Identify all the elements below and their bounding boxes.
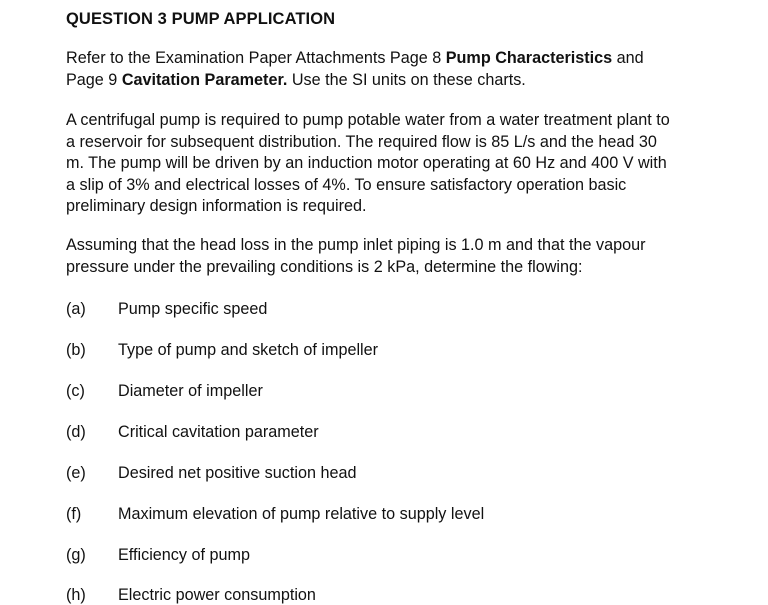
item-label: (b) bbox=[66, 341, 86, 359]
item-label: (c) bbox=[66, 382, 85, 400]
intro-line-2 bbox=[66, 70, 746, 92]
description-line: A centrifugal pump is required to pump potable water from a water treatment plant to bbox=[66, 111, 670, 129]
item-text: Critical cavitation parameter bbox=[118, 423, 319, 441]
intro-text: Page 9 bbox=[66, 70, 122, 89]
item-text: Type of pump and sketch of impeller bbox=[118, 341, 379, 359]
description-paragraph bbox=[66, 110, 746, 218]
assumption-paragraph bbox=[66, 235, 746, 278]
intro-text: Use the SI units on these charts. bbox=[287, 70, 526, 89]
item-label: (g) bbox=[66, 546, 86, 564]
item-label: (f) bbox=[66, 505, 82, 523]
description-line: m. The pump will be driven by an induction motor operating at 60 Hz and 400 V with bbox=[66, 154, 667, 172]
item-text: Electric power consumption bbox=[118, 586, 316, 604]
description-line: a reservoir for subsequent distribution. The required flow is 85 L/s and the head 30 bbox=[66, 132, 657, 151]
item-label: (d) bbox=[66, 423, 86, 441]
pump-characteristics-ref: Pump Characteristics bbox=[445, 49, 613, 67]
cavitation-parameter-ref: Cavitation Parameter. bbox=[121, 70, 288, 89]
assumption-line: pressure under the prevailing conditions is 2 kPa, determine the flowing: bbox=[66, 257, 583, 276]
item-label: (a) bbox=[66, 300, 86, 318]
item-text: Maximum elevation of pump relative to supply level bbox=[118, 505, 485, 523]
description-line: preliminary design information is required. bbox=[66, 197, 367, 215]
item-label: (h) bbox=[66, 586, 86, 604]
item-text: Efficiency of pump bbox=[118, 546, 250, 564]
item-label: (e) bbox=[66, 464, 86, 482]
assumption-line: Assuming that the head loss in the pump inlet piping is 1.0 m and that the vapour bbox=[66, 236, 646, 254]
intro-text: and bbox=[612, 49, 644, 67]
question-heading: QUESTION 3 PUMP APPLICATION bbox=[66, 10, 336, 28]
item-text: Pump specific speed bbox=[118, 300, 268, 318]
intro-paragraph bbox=[66, 48, 746, 91]
item-text: Desired net positive suction head bbox=[118, 464, 357, 482]
intro-text: Refer to the Examination Paper Attachments Page 8 bbox=[66, 49, 446, 67]
item-text: Diameter of impeller bbox=[118, 382, 263, 400]
intro-line-1 bbox=[66, 48, 746, 70]
description-line: a slip of 3% and electrical losses of 4%. To ensure satisfactory operation basic bbox=[66, 175, 627, 194]
